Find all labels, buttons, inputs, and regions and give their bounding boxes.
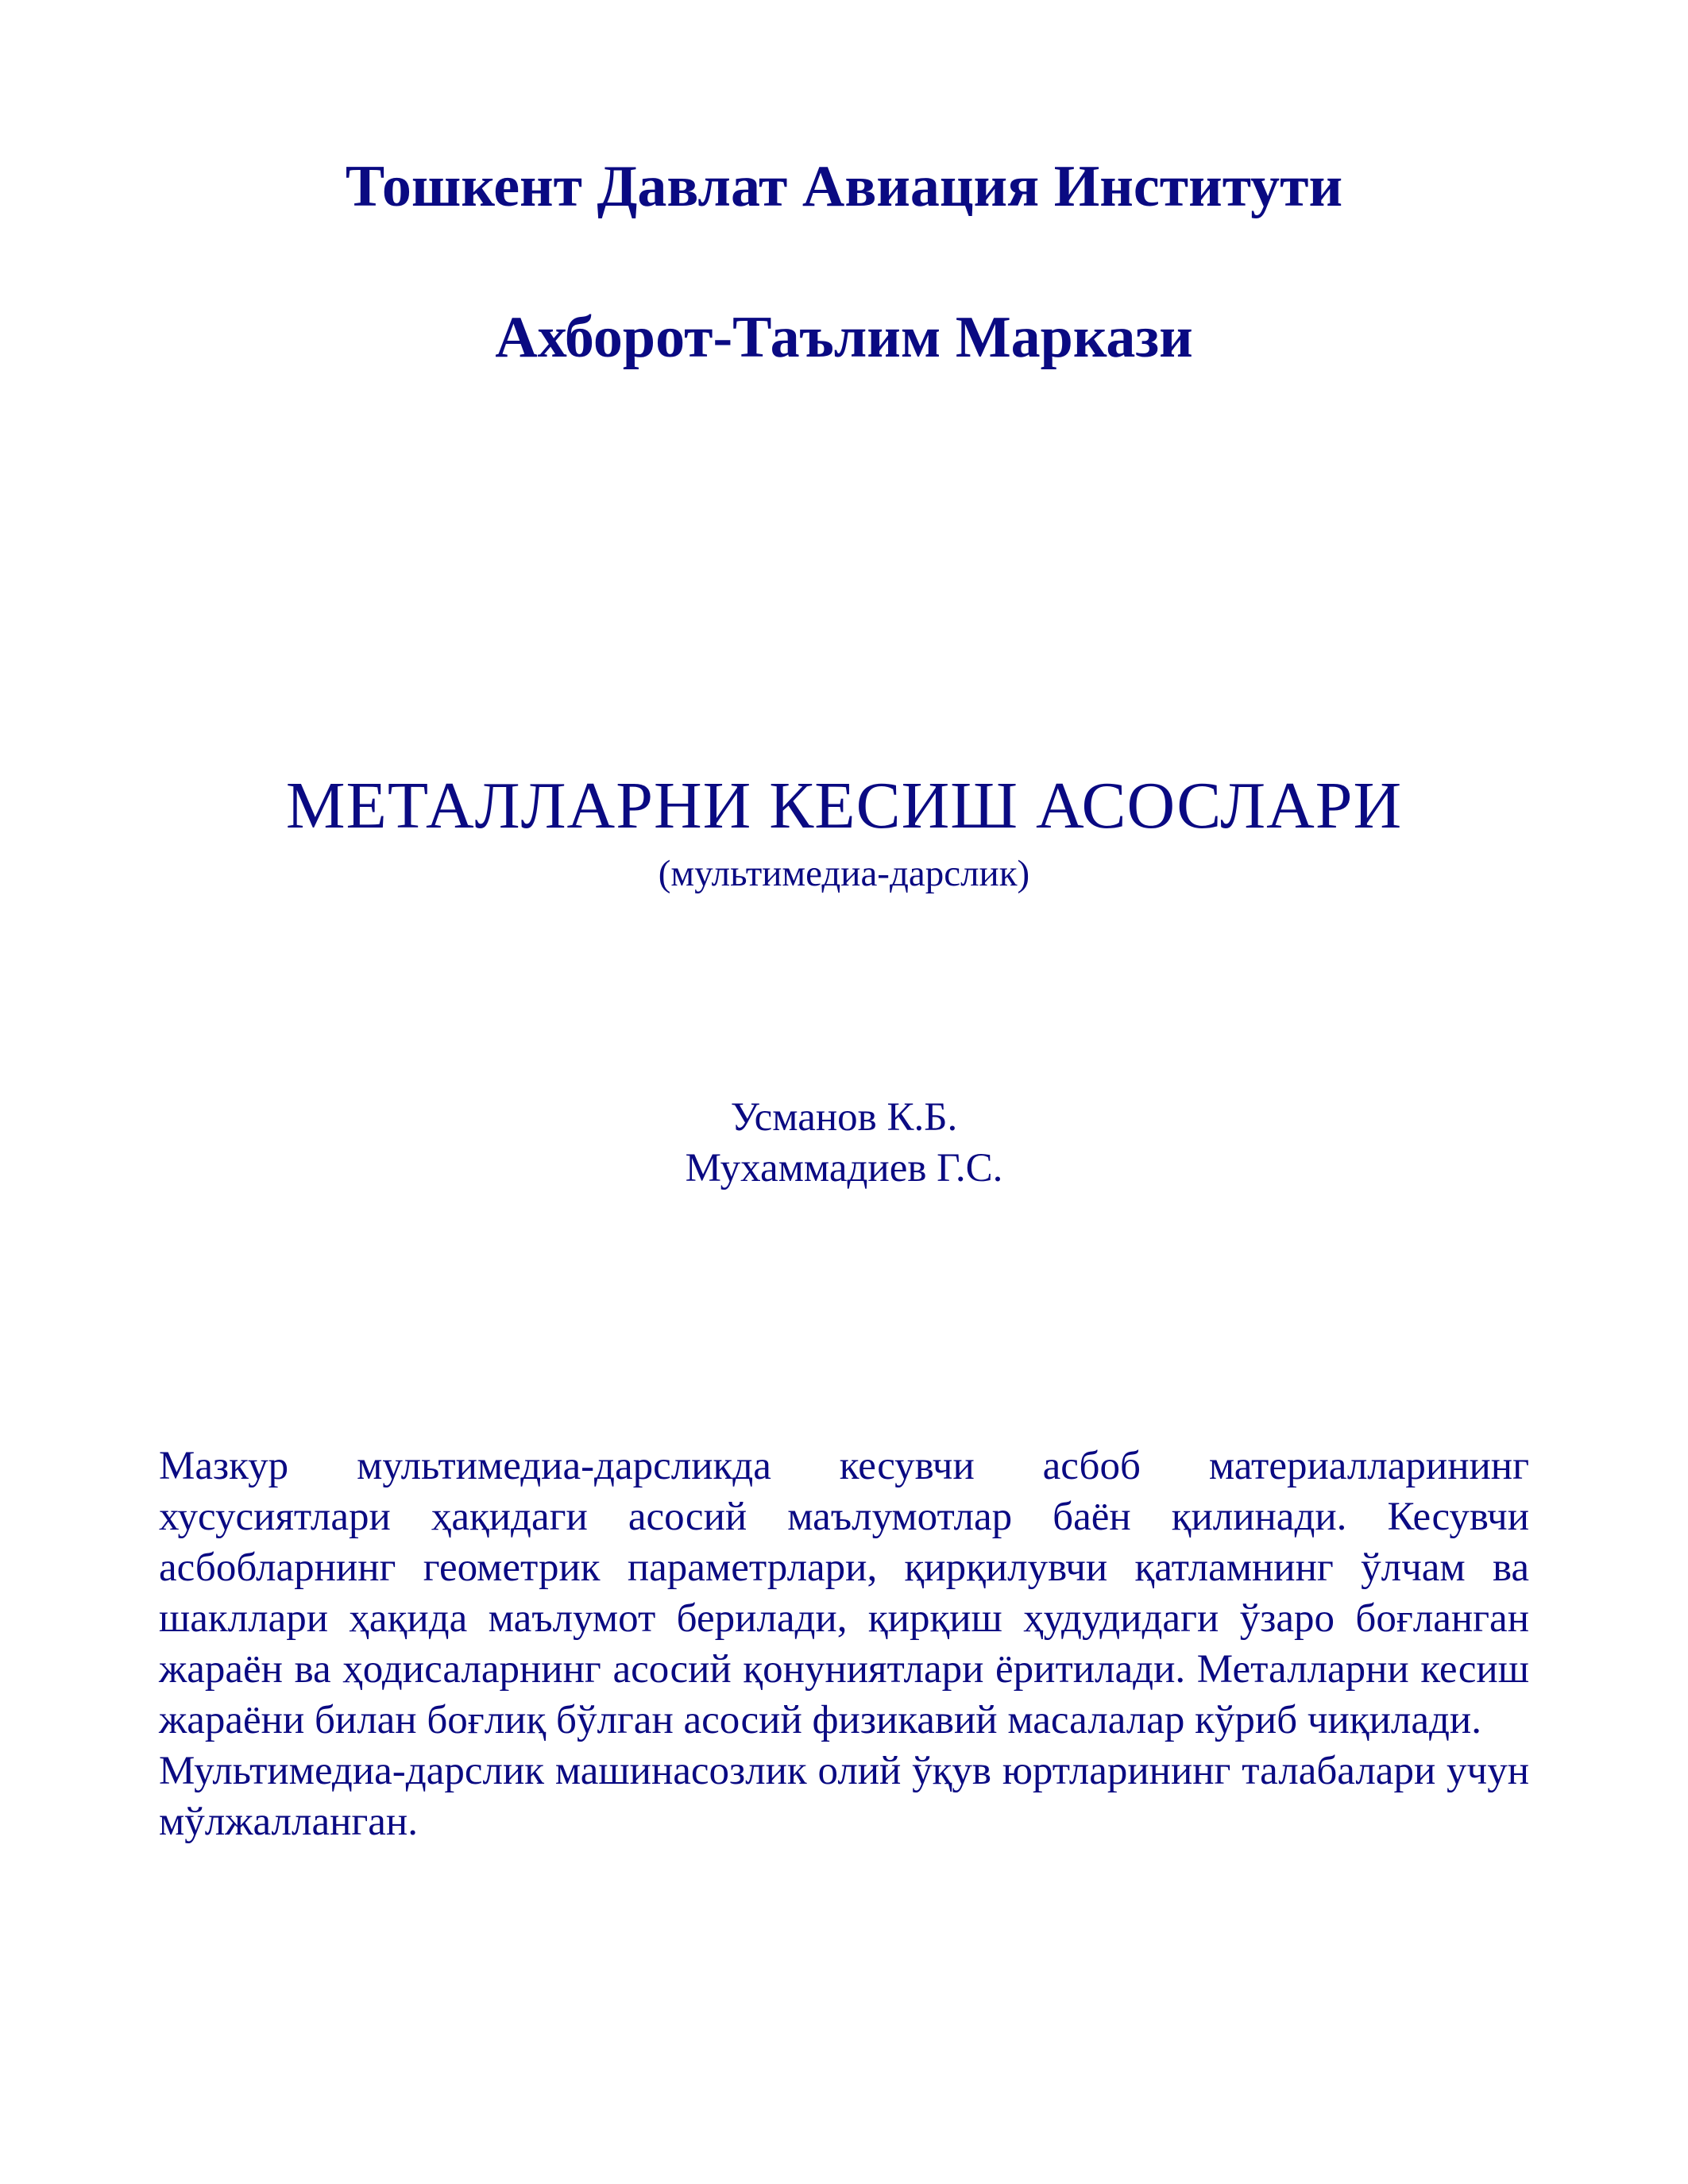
center-name: Ахборот-Таълим Маркази (495, 305, 1193, 370)
abstract (159, 1441, 1529, 1847)
author-name: Мухаммадиев Г.С. (685, 1146, 1003, 1190)
book-subtitle: (мультимедиа-дарслик) (658, 853, 1030, 894)
abstract-paragraph: Мазкур мультимедиа-дарсликда кесувчи асбоб материалларининг хусусиятлари ҳақидаги асосий маълумотлар баён қилинади. Кесувчи асбобларнинг геометрик параметрлари, қирқилувчи қатламнинг ўлчам ва шакллари ҳақида маълумот берилади, қирқиш ҳудудидаги ўзаро боғланган жараён ва ҳодисаларнинг асосий қонуниятлари ёритилади. Металларни кесиш жараёни билан боғлиқ бўлган асосий физикавий масалалар кўриб чиқилади. (159, 1444, 1529, 1742)
abstract-paragraph: Мультимедиа-дарслик машинасозлик олий ўқув юртларининг талабалари учун мўлжалланган. (159, 1749, 1529, 1844)
book-title: МЕТАЛЛАРНИ КЕСИШ АСОСЛАРИ (285, 769, 1403, 843)
institute-name: Тошкент Давлат Авиация Институти (345, 154, 1343, 219)
author-name: Усманов К.Б. (730, 1095, 958, 1140)
authors (0, 1092, 1688, 1194)
